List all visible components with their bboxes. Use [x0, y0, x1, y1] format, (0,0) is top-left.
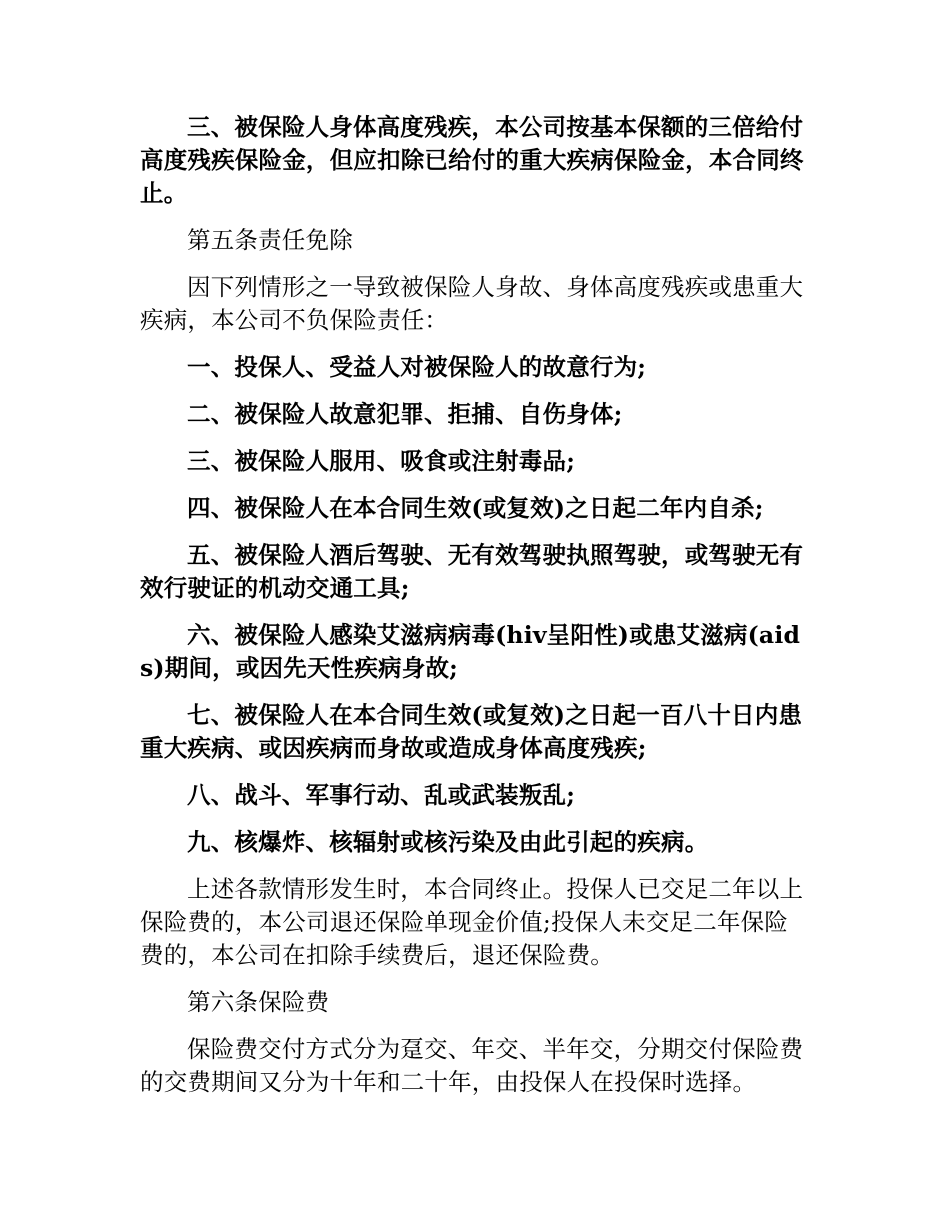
article-5-heading: 第五条责任免除 [187, 226, 353, 254]
premium-payment-methods: 保险费交付方式分为趸交、年交、半年交，分期交付保险费的交费期间又分为十年和二十年，由投保人在投保时选择。 [140, 1035, 804, 1096]
article-6-heading: 第六条保险费 [187, 988, 330, 1016]
clause-3-high-disability: 三、被保险人身体高度残疾，本公司按基本保额的三倍给付高度残疾保险金，但应扣除已给付的重大疾病保险金，本合同终止。 [140, 113, 804, 207]
exclusion-intro: 因下列情形之一导致被保险人身故、身体高度残疾或患重大疾病，本公司不负保险责任： [140, 273, 804, 334]
document-page [140, 111, 808, 1113]
exclusion-item-6: 六、被保险人感染艾滋病病毒(hiv呈阳性)或患艾滋病(aids)期间，或因先天性疾病身故; [140, 621, 801, 682]
exclusion-item-8: 八、战斗、军事行动、乱或武装叛乱; [187, 781, 576, 809]
exclusion-item-7: 七、被保险人在本合同生效(或复效)之日起一百八十日内患重大疾病、或因疾病而身故或造成身体高度残疾; [140, 701, 803, 762]
exclusion-item-4: 四、被保险人在本合同生效(或复效)之日起二年内自杀; [187, 494, 764, 522]
exclusion-item-1: 一、投保人、受益人对被保险人的故意行为; [187, 353, 647, 381]
exclusion-item-2: 二、被保险人故意犯罪、拒捕、自伤身体; [187, 400, 623, 428]
exclusion-item-9: 九、核爆炸、核辐射或核污染及由此引起的疾病。 [187, 828, 709, 856]
exclusion-item-5: 五、被保险人酒后驾驶、无有效驾驶执照驾驶，或驾驶无有效行驶证的机动交通工具; [140, 541, 804, 602]
exclusion-consequence: 上述各款情形发生时，本合同终止。投保人已交足二年以上保险费的，本公司退还保险单现金价值;投保人未交足二年保险费的，本公司在扣除手续费后，退还保险费。 [140, 875, 804, 969]
exclusion-item-3: 三、被保险人服用、吸食或注射毒品; [187, 447, 576, 475]
